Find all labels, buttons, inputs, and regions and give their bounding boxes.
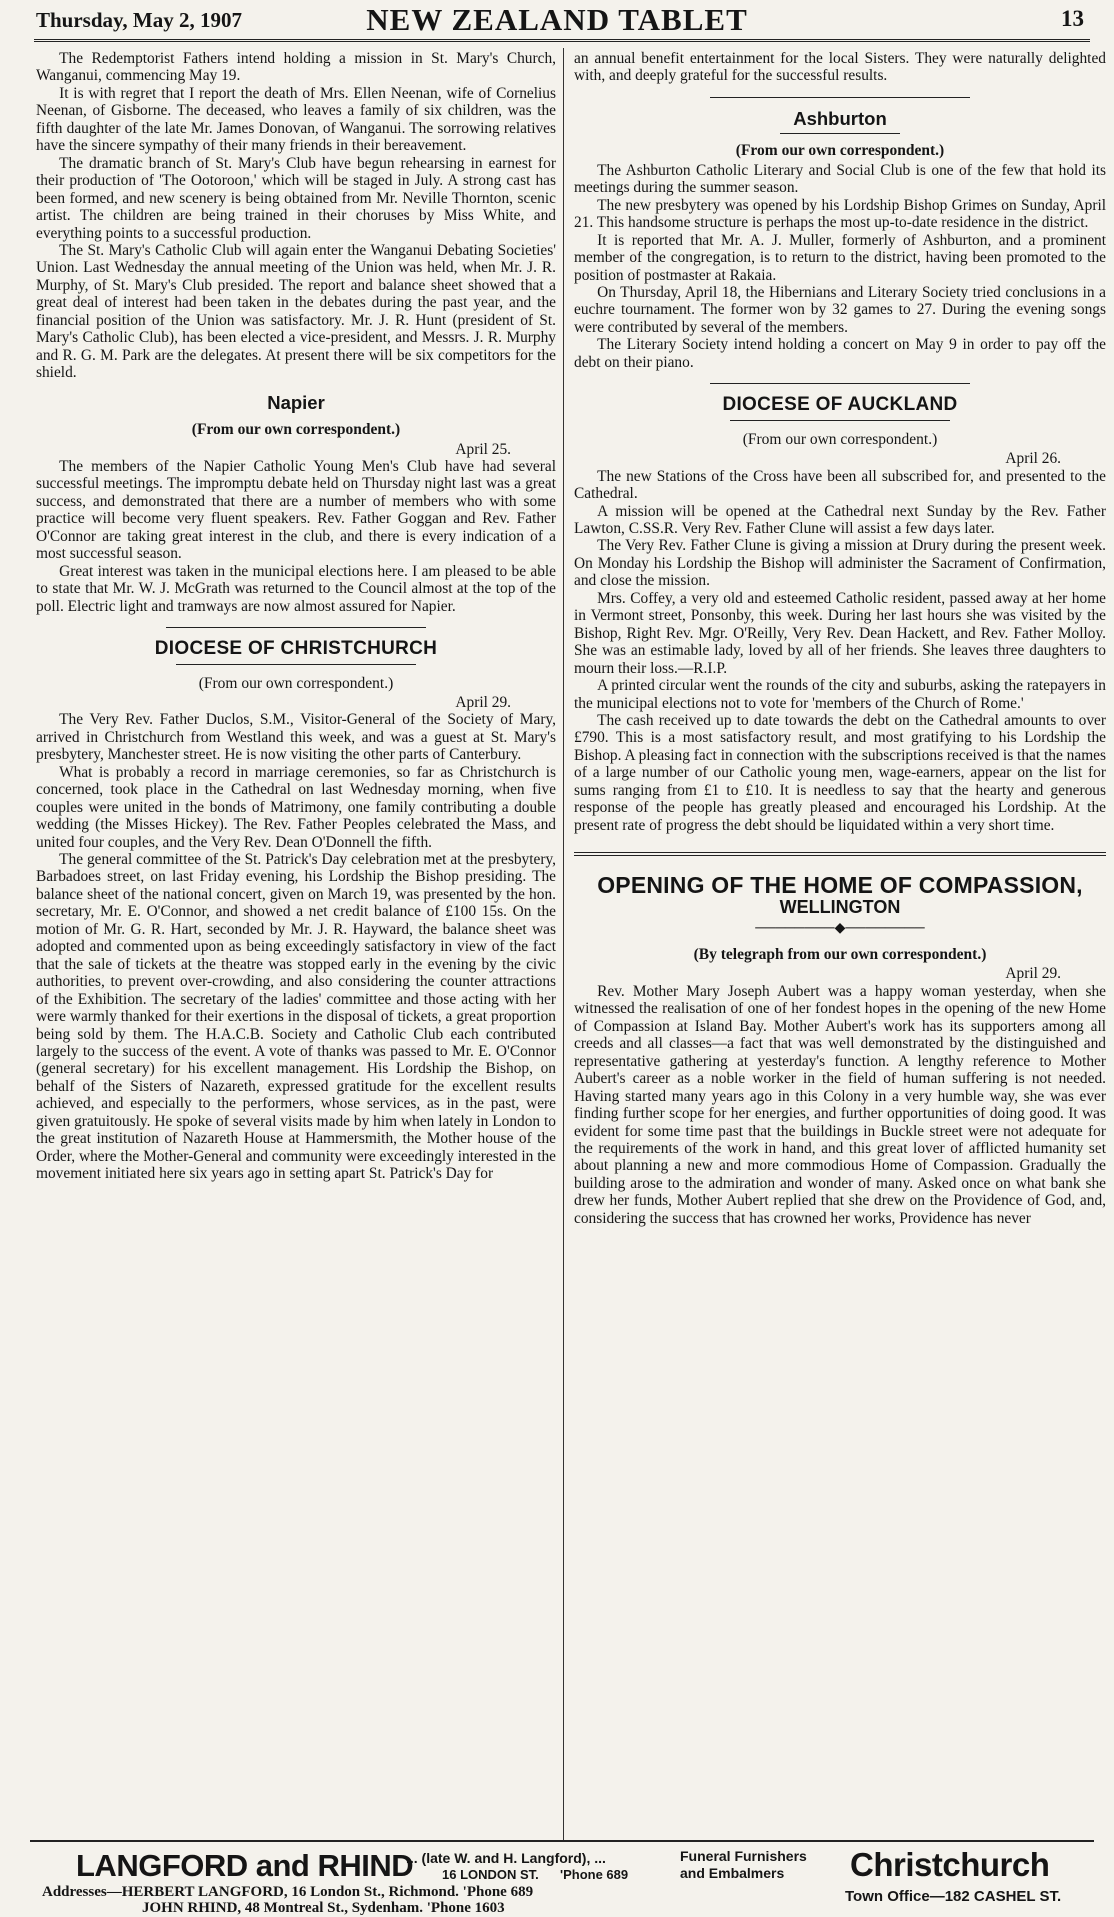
section-heading-auckland: DIOCESE OF AUCKLAND [722,394,958,416]
masthead-title: NEW ZEALAND TABLET [366,2,748,37]
dateline: April 29. [1005,965,1061,983]
ad-services [680,1848,807,1882]
paragraph: an annual benefit entertainment for the local Sisters. They were naturally delighted with, and deeply grateful for the successful results. [574,50,1106,85]
dateline: April 26. [1005,450,1061,468]
ad-phone: 'Phone 689 [560,1867,629,1882]
right-column [574,50,1106,1837]
paragraph: The general committee of the St. Patrick's Day celebration met at the presbytery, Barbadoes street, on last Friday evening, his Lordship the Bishop presiding. The balance sheet of the national concert, given on March 19, was presented by the hon. secretary, Mr. E. O'Connor, and showed a net credit balance of £100 15s. On the motion of Mr. G. R. Hart, seconded by Mr. J. R. Hayward, the balance sheet was adopted and commented upon as being exceedingly satisfactory in view of the fact that the sale of tickets at the theatre was stopped early in the evening by the civic authorities, to prevent over-crowding, and also considering the counter attractions of the Exhibition. The secretary of the ladies' committee and those acting with her were warmly thanked for their exertions in the disposal of tickets, a great proportion being sold by them. The H.A.C.B. Society and Catholic Club each contributed largely to the success of the event. A vote of thanks was passed to Mr. E. O'Connor (general secretary) for his excellent management. His Lordship the Bishop, on behalf of the Sisters of Nazareth, expressed gratitude for the excellent results achieved, and especially to the performers, whose services, as in the past, were given gratuitously. He spoke of several visits made by him when lately in London to the great institution of Nazareth House at Hammersmith, the Mother house of the Order, where the Mother-General and community were exceedingly interested in the movement initiated here six years ago in setting apart St. Patrick's Day for [36,851,556,1183]
paragraph: Great interest was taken in the municipal elections here. I am pleased to be able to state that Mr. W. J. McGrath was returned to the Council almost at the top of the poll. Electric light and tramways are now almost assured for Napier. [36,562,556,615]
correspondent-line: (By telegraph from our own correspondent.) [693,946,987,964]
section-heading-ashburton: Ashburton [793,107,887,129]
section-rule [710,383,970,384]
paragraph: The members of the Napier Catholic Young Men's Club have had several successful meetings. The impromptu debate held on Thursday night last was a great success, and demonstrated that there are a number of members who with some practice will become very fluent speakers. Rev. Father Goggan and Rev. Father O'Connor are taking great interest in the club, and there is every indication of a most successful season. [36,457,556,563]
paragraph: The Redemptorist Fathers intend holding a mission in St. Mary's Church, Wanganui, commencing May 19. [36,50,556,85]
correspondent-line: (From our own correspondent.) [191,421,401,439]
paragraph: Rev. Mother Mary Joseph Aubert was a happy woman yesterday, when she witnessed the realisation of one of her fondest hopes in the opening of the new Home of Compassion at Island Bay. Mother Aubert's work has its supporters among all creeds and all classes—a fact that was well demonstrated by the distinguished and representative gathering at yesterday's function. A lengthy reference to Mother Aubert's career as a noble worker in the field of human suffering is not needed. Having started many years ago in this Colony in a very humble way, she was ever finding further scope for her energies, and further opportunities of doing good. It was evident for some time past that the buildings in Buckle street were not adequate for the requirements of the work in hand, and this great lover of afflicted humanity set about planning a new and more commodious Home of Compassion. Gradually the building arose to the admiration and wonder of many. Asked once on what bank she drew her funds, Mother Aubert replied that she drew on the Providence of God, and, considering the success that has crowned her works, Providence has never [574,982,1106,1227]
section-rule [166,627,426,628]
paragraph: Mrs. Coffey, a very old and esteemed Catholic resident, passed away at her home in Vermont street, Ponsonby, this week. During her last hours she was visited by the Bishop, Right Rev. Mgr. O'Reilly, Very Rev. Dean Hackett, and Rev. Father Molloy. She was an estimable lady, loved by all of her friends. She leaves three daughters to mourn their loss.—R.I.P. [574,589,1106,677]
ad-city: Christchurch [850,1846,1050,1883]
ad-late-note: ... (late W. and H. Langford), ... [406,1850,606,1866]
issue-date: Thursday, May 2, 1907 [36,8,242,32]
section-rule [710,97,970,98]
section-rule [730,420,950,421]
ad-service-line: Funeral Furnishers [680,1848,807,1864]
ad-address-line: JOHN RHIND, 48 Montreal St., Sydenham. 'Phone 1603 [142,1900,505,1916]
page-header [0,0,1114,40]
paragraph: The new Stations of the Cross have been all subscribed for, and presented to the Cathedral. [574,467,1106,503]
paragraph: On Thursday, April 18, the Hibernians and Literary Society tried conclusions in a euchre tournament. The former won by 32 games to 27. During the evening songs were contributed by several of the members. [574,283,1106,336]
diamond-ornament: ────────◆──────── [755,921,925,937]
paragraph: It is with regret that I report the death of Mrs. Ellen Neenan, wife of Cornelius Neenan, of Gisborne. The deceased, who leaves a family of six children, was the fifth daughter of the late Mr. James Donovan, of Wanganui. The sorrowing relatives have the sincere sympathy of their many friends in their bereavement. [36,84,556,155]
section-subheading-wellington: WELLINGTON [779,896,901,917]
correspondent-line: (From our own correspondent.) [742,430,938,448]
section-heading-christchurch: DIOCESE OF CHRISTCHURCH [154,638,438,660]
ad-street: 16 LONDON ST. [442,1867,539,1882]
ad-address-line: Addresses—HERBERT LANGFORD, 16 London St., Richmond. 'Phone 689 [42,1884,534,1900]
paragraph: A printed circular went the rounds of the city and suburbs, asking the ratepayers in the municipal elections not to vote for 'members of the Church of Rome.' [574,677,1106,712]
section-rule [780,133,900,134]
header-rule [34,39,1090,42]
ad-town-office: Town Office—182 CASHEL ST. [845,1888,1062,1905]
paragraph: The Very Rev. Father Clune is giving a mission at Drury during the present week. On Monday his Lordship the Bishop will administer the Sacrament of Confirmation, and close the mission. [574,537,1106,590]
paragraph: A mission will be opened at the Cathedral next Sunday by the Rev. Father Lawton, C.SS.R. Very Rev. Father Clune will assist a few days later. [574,502,1106,537]
paragraph: The Very Rev. Father Duclos, S.M., Visitor-General of the Society of Mary, arrived in Christchurch from Westland this week, and was a guest at St. Mary's presbytery, Manchester street. He is now visiting the other parts of Canterbury. [36,711,556,764]
left-column [36,50,556,1837]
paragraph: The dramatic branch of St. Mary's Club have begun rehearsing in earnest for their production of 'The Ootoroon,' which will be staged in July. A strong cast has been formed, and new scenery is being obtained from Mr. Neville Thornton, scenic artist. The children are being trained in their choruses by Miss White, and everything points to a successful production. [36,154,556,242]
paragraph: The Literary Society intend holding a concert on May 9 in order to pay off the debt on their piano. [574,336,1106,371]
ad-service-line: and Embalmers [680,1865,785,1881]
paragraph: The Ashburton Catholic Literary and Social Club is one of the few that hold its meetings during the summer season. [574,161,1106,197]
section-heading-napier: Napier [267,391,325,413]
dateline: April 29. [455,693,511,711]
correspondent-line: (From our own correspondent.) [735,142,945,160]
page-number: 13 [1061,6,1084,31]
section-rule [176,664,416,665]
section-heading-opening: OPENING OF THE HOME OF COMPASSION, [597,872,1083,899]
advertisement [30,1840,1094,1916]
paragraph: It is reported that Mr. A. J. Muller, formerly of Ashburton, and a prominent member of the congregation, is to return to the district, having been promoted to the position of postmaster at Rakaia. [574,231,1106,284]
paragraph: The St. Mary's Catholic Club will again enter the Wanganui Debating Societies' Union. Last Wednesday the annual meeting of the Union was held, when Mr. J. R. Murphy, of St. Mary's Club presided. The report and balance sheet showed that a great deal of interest had been taken in the debates during the past year, and the financial position of the Union was satisfactory. Mr. J. R. Hunt (president of St. Mary's Catholic Club), has been elected a vice-president, and Messrs. J. R. Murphy and R. G. M. Park are the delegates. At present there will be six competitors for the shield. [36,241,556,382]
correspondent-line: (From our own correspondent.) [198,674,394,692]
dateline: April 25. [455,440,511,458]
column-divider [563,48,564,1840]
paragraph: The cash received up to date towards the debt on the Cathedral amounts to over £790. This is a most satisfactory result, and most gratifying to his Lordship the Bishop. A pleasing fact in connection with the subscriptions received is that the names of a large number of our Catholic young men, wage-earners, appear on the list for sums ranging from £1 to £10. It is needless to say that the hearty and generous response of the people has greatly pleased and encouraged his Lordship. At the present rate of progress the debt should be liquidated within a very short time. [574,711,1106,834]
paragraph: The new presbytery was opened by his Lordship Bishop Grimes on Sunday, April 21. This handsome structure is perhaps the most up-to-date residence in the district. [574,196,1106,232]
ad-firm-name: LANGFORD and RHIND [76,1848,414,1883]
double-rule [574,852,1106,859]
paragraph: What is probably a record in marriage ceremonies, so far as Christchurch is concerned, took place in the Cathedral on last Wednesday morning, when five couples were united in the bonds of Matrimony, one family contributing a double wedding (the Misses Hickey). The Rev. Father Peoples celebrated the Mass, and united four couples, and the Very Rev. Dean O'Donnell the fifth. [36,763,556,851]
